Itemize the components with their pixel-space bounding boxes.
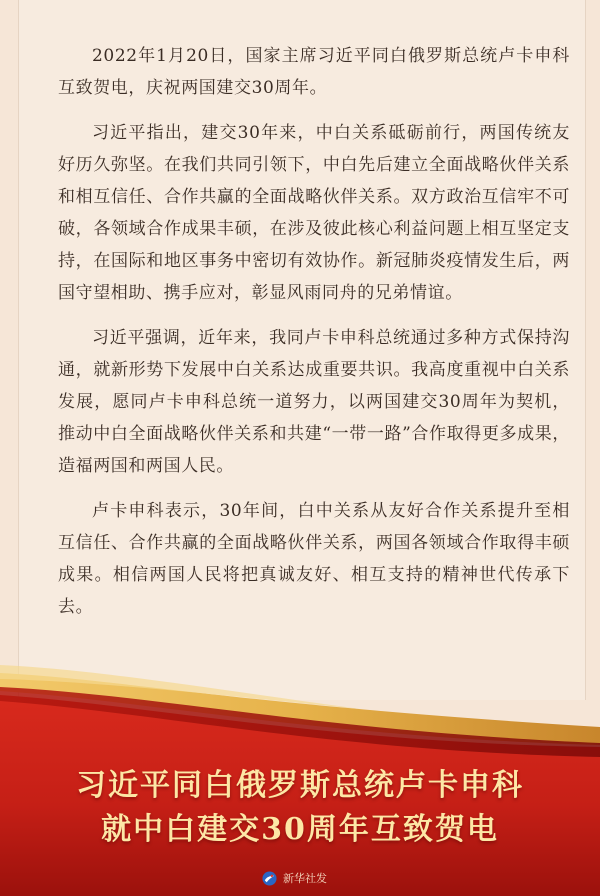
article-paragraph-3: 习近平强调，近年来，我同卢卡申科总统通过多种方式保持沟通，就新形势下发展中白关系达成重要共识。我高度重视中白关系发展，愿同卢卡申科总统一道努力，以两国建交30周年为契机，推动中白全面战略伙伴关系和共建“一带一路”合作取得更多成果，造福两国和两国人民。 (58, 328, 570, 476)
article-paragraph-1: 2022年1月20日，国家主席习近平同白俄罗斯总统卢卡申科互致贺电，庆祝两国建交30周年。 (58, 46, 570, 98)
article-paragraph-4: 卢卡申科表示，30年间，白中关系从友好合作关系提升至相互信任、合作共赢的全面战略伙伴关系，两国各领域合作取得丰硕成果。相信两国人民将把真诚友好、相互支持的精神世代传承下去。 (58, 501, 570, 617)
article-paragraph-2: 习近平指出，建交30年来，中白关系砥砺前行，两国传统友好历久弥坚。在我们共同引领下，中白先后建立全面战略伙伴关系和相互信任、合作共赢的全面战略伙伴关系。双方政治互信牢不可破，各领域合作成果丰硕，在涉及彼此核心利益问题上相互坚定支持，在国际和地区事务中密切有效协作。新冠肺炎疫情发生后，两国守望相助、携手应对，彰显风雨同舟的兄弟情谊。 (58, 123, 570, 303)
source-credit (262, 868, 327, 888)
article-body (58, 40, 570, 636)
xinhua-logo-icon (262, 871, 277, 886)
banner-title-line-2: 就中白建交30周年互致贺电 (101, 812, 499, 847)
banner-title-line-1: 习近平同白俄罗斯总统卢卡申科 (76, 768, 524, 803)
source-label: 新华社发 (283, 872, 327, 885)
